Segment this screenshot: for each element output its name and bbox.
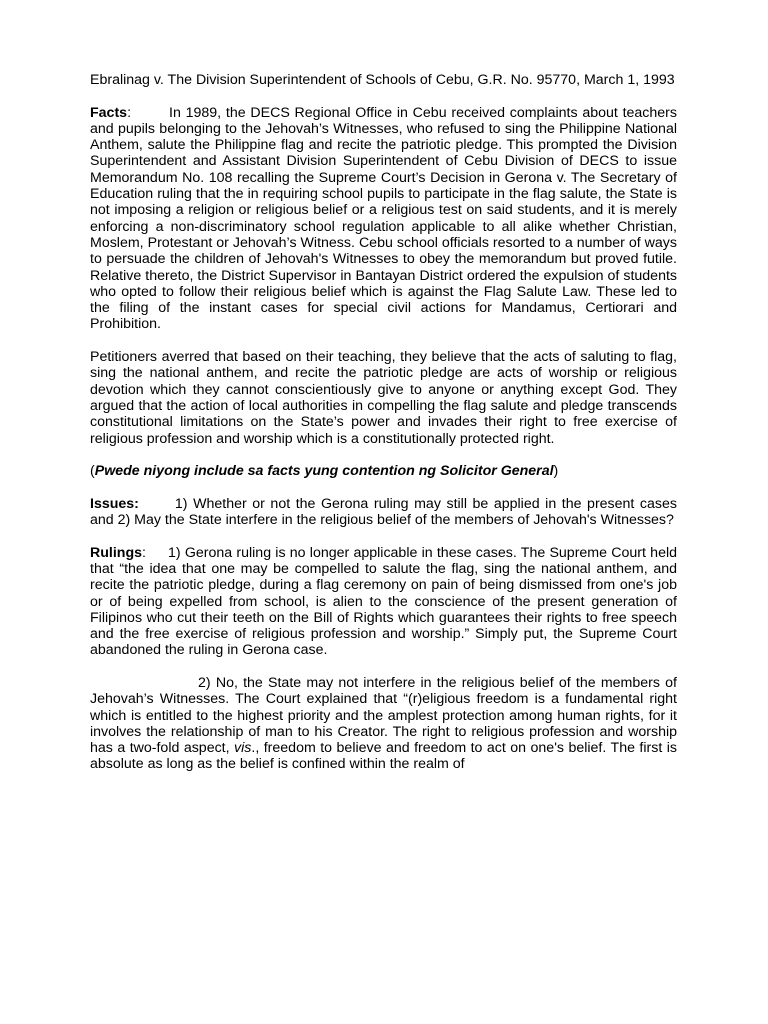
note-text: Pwede niyong include sa facts yung contention ng Solicitor General — [94, 463, 554, 480]
issues-paragraph — [90, 496, 677, 529]
rulings-paragraph — [90, 545, 677, 659]
facts-paragraph — [90, 105, 677, 333]
issues-text: 1) Whether or not the Gerona ruling may still be applied in the present cases and 2) May the State interfere in the religious belief of the members of Jehovah's Witnesses? — [90, 495, 677, 529]
facts-separator: : — [127, 104, 132, 121]
petitioners-paragraph: Petitioners averred that based on their teaching, they believe that the acts of saluting to flag, sing the national anthem, and recite the patriotic pledge are acts of worship or religious devotion which they cannot conscientiously give to anyone or anything except God. They argued that the action of local authorities in compelling the flag salute and pledge transcends constitutional limitations on the State’s power and invades their right to free exercise of religious profession and worship which is a constitutionally protected right. — [90, 349, 677, 447]
issues-label: Issues: — [90, 495, 139, 512]
ruling-two-vis: vis — [234, 740, 252, 757]
note-paragraph — [90, 463, 677, 479]
facts-text: In 1989, the DECS Regional Office in Cebu received complaints about teachers and pupils belonging to the Jehovah’s Witnesses, who refused to sing the Philippine National Anthem, salute the Philippine flag and recite the patriotic pledge. This prompted the Division Superintendent and Assistant Division Superintendent of Cebu Division of DECS to issue Memorandum No. 108 recalling the Supreme Court’s Decision in Gerona v. The Secretary of Education ruling that the in requiring school pupils to participate in the flag salute, the State is not imposing a religion or religious belief or a religious test on said students, and it is merely enforcing a non-discriminatory school regulation applicable to all alike whether Christian, Moslem, Protestant or Jehovah’s Witness. Cebu school officials resorted to a number of ways to persuade the children of Jehovah's Witnesses to obey the memorandum but proved futile. Relative thereto, the District Supervisor in Bantayan District ordered the expulsion of students who opted to follow their religious belief which is against the Flag Salute Law. These led to the filing of the instant cases for special civil actions for Mandamus, Certiorari and Prohibition. — [90, 104, 677, 333]
ruling-two-text-a: 2) No, the State may not interfere in the religious belief of the members of Jehovah’s Witnesses. The Court explained that “(r)eligious freedom is a fundamental right which is entitled to the highest priority and the amplest protection among human rights, for it involves the relationship of man to his Creator. The right to religious profession and worship has a two-fold aspect, — [90, 674, 677, 757]
rulings-text: 1) Gerona ruling is no longer applicable in these cases. The Supreme Court held that “the idea that one may be compelled to salute the flag, sing the national anthem, and recite the patriotic pledge, during a flag ceremony on pain of being dismissed from one's job or of being expelled from school, is alien to the conscience of the present generation of Filipinos who cut their teeth on the Bill of Rights which guarantees their rights to free speech and the free exercise of religious profession and worship.” Simply put, the Supreme Court abandoned the ruling in Gerona case. — [90, 544, 677, 659]
case-title: Ebralinag v. The Division Superintendent of Schools of Cebu, G.R. No. 95770, March 1, 1993 — [90, 72, 675, 88]
rulings-label: Rulings — [90, 544, 143, 561]
rulings-separator: : — [142, 544, 146, 561]
ruling-two-paragraph — [90, 675, 677, 773]
note-open-paren: ( — [90, 463, 95, 480]
note-close-paren: ) — [553, 463, 559, 480]
facts-label: Facts — [90, 104, 128, 121]
document-page — [90, 72, 677, 789]
ruling-two-text-b: ., freedom to believe and freedom to act on one's belief. The first is absolute as long as the belief is confined within the realm of — [90, 740, 677, 773]
